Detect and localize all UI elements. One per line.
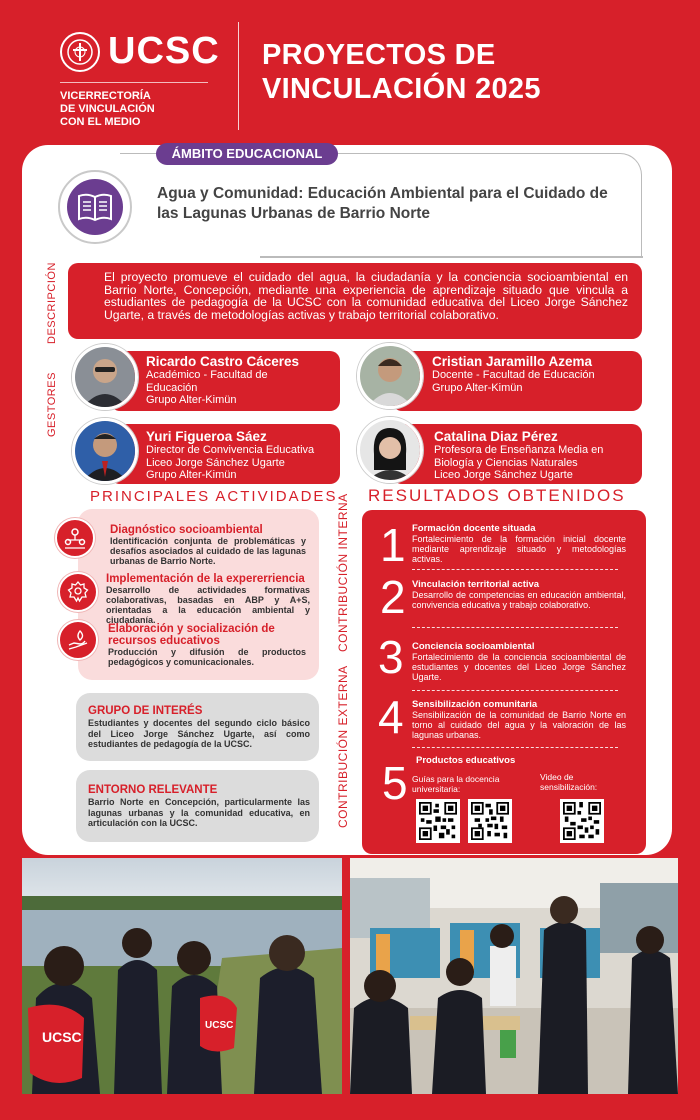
- dashed-divider: [412, 627, 618, 628]
- vicerrectoria-line-2: DE VINCULACIÓN: [60, 103, 155, 115]
- dashed-divider: [412, 569, 618, 570]
- resultado-text-3: Fortalecimiento de la conciencia socioambiental de estudiantes y docentes del Liceo Jorge Sánchez Ugarte.: [412, 652, 626, 682]
- bag-text: UCSC: [42, 1029, 82, 1045]
- resultado-text-4: Sensibilización de la comunidad de Barrio Norte en torno al cuidado del agua y la valoración de las lagunas urbanas.: [412, 710, 626, 740]
- resultado-title-4: Sensibilización comunitaria: [412, 699, 538, 710]
- qr-code-video[interactable]: [560, 799, 604, 843]
- bag-text: UCSC: [205, 1020, 234, 1031]
- resultado-title-1: Formación docente situada: [412, 523, 536, 534]
- project-title: Agua y Comunidad: Educación Ambiental para el Cuidado de las Lagunas Urbanas de Barrio Norte: [157, 185, 608, 222]
- resultado-number-1: 1: [380, 519, 406, 571]
- grupo-interes-text: Estudiantes y docentes del segundo ciclo básico del Liceo Jorge Sánchez Ugarte, así como estudiantes de pedagogía de la UCSC.: [88, 718, 310, 749]
- brand-text: UCSC: [108, 30, 220, 72]
- vicerrectoria-label: [60, 90, 155, 129]
- video-label-line: sensibilización:: [540, 781, 598, 792]
- gestor-name: Catalina Diaz Pérez: [434, 429, 558, 444]
- gestor-role-line: Grupo Alter-Kimün: [146, 394, 237, 406]
- resultado-number-3: 3: [378, 631, 404, 683]
- actividad-title-1: Diagnóstico socioambiental: [110, 524, 263, 536]
- video-label: [540, 773, 597, 792]
- gestor-role-line: Biología y Ciencias Naturales: [434, 456, 578, 469]
- guias-label-line: universitaria:: [412, 783, 461, 794]
- resultados-heading: RESULTADOS OBTENIDOS: [368, 486, 626, 505]
- dashed-divider: [412, 747, 618, 748]
- resources-icon: [58, 620, 98, 660]
- entorno-title: ENTORNO RELEVANTE: [88, 784, 218, 796]
- video-label-line: Video de: [540, 772, 574, 782]
- ambito-badge: ÁMBITO EDUCACIONAL: [156, 143, 338, 165]
- actividad-title-3: Elaboración y socialización de recursos educativos: [108, 623, 275, 647]
- grupo-interes-box: [76, 693, 319, 761]
- descripcion-text: El proyecto promueve el cuidado del agua, la ciudadanía y la conciencia socioambiental en Barrio Norte, Concepción, mediante una experiencia de aprendizaje situado que vincula a estudiantes de pedagogía de la UCSC con la comunidad educativa del Liceo Jorge Sánchez Ugarte, a través de metodologías activas y trabajo territorial colaborativo.: [104, 270, 628, 322]
- vicerrectoria-line-1: VICERRECTORÍA: [60, 90, 151, 102]
- gestor-role-line: Liceo Jorge Sánchez Ugarte: [434, 469, 573, 481]
- gestor-name: Yuri Figueroa Sáez: [146, 429, 267, 444]
- gestor-name: Cristian Jaramillo Azema: [432, 354, 593, 369]
- book-badge: [58, 170, 132, 244]
- gestor-card-3: [110, 424, 340, 484]
- book-icon: [67, 179, 123, 235]
- resultado-title-3: Conciencia socioambiental: [412, 641, 535, 652]
- dashed-divider: [412, 690, 618, 691]
- gestor-role-line: Profesora de Enseñanza Media en: [434, 444, 604, 456]
- resultado-text-2: Desarrollo de competencias en educación ambiental, convivencia educativa y trabajo colaborativo.: [412, 590, 626, 610]
- logo-divider: [60, 82, 208, 83]
- implementation-icon: [58, 572, 98, 612]
- gestor-role-line: Director de Convivencia Educativa: [146, 444, 315, 456]
- photo-laguna: [22, 858, 342, 1094]
- gestor-role-line: Académico - Facultad de: [146, 369, 268, 381]
- qr-code-guia-1[interactable]: [416, 799, 460, 843]
- gestor-role-line: Grupo Alter-Kimün: [146, 469, 237, 481]
- header-divider: [238, 22, 239, 130]
- resultados-panel: [362, 510, 646, 854]
- photo-liceo: [350, 858, 678, 1094]
- descripcion-box: [68, 263, 642, 339]
- guias-label-line: Guías para la docencia: [412, 774, 500, 784]
- ucsc-seal-icon: [60, 32, 100, 72]
- gestor-role-line: Liceo Jorge Sánchez Ugarte: [146, 456, 285, 469]
- entorno-text: Barrio Norte en Concepción, particularmente las lagunas urbanas y la comunidad educativa, en articulación con la UCSC.: [88, 797, 310, 828]
- page-title-line-1: PROYECTOS DE: [262, 39, 496, 71]
- resultado-number-5: 5: [382, 757, 408, 809]
- gestor-name: Ricardo Castro Cáceres: [146, 354, 300, 369]
- gestor-card-2: [392, 351, 642, 411]
- contribucion-externa-label: CONTRIBUCIÓN EXTERNA: [336, 665, 350, 828]
- resultado-title-2: Vinculación territorial activa: [412, 579, 540, 590]
- actividad-text-3: Producción y difusión de productos pedagógicos y comunicacionales.: [108, 647, 306, 667]
- resultado-text-1: Fortalecimiento de la formación inicial docente mediante aprendizaje situado y metodologías activas.: [412, 534, 626, 564]
- gestor-photo-2: [357, 343, 423, 409]
- gestores-label: GESTORES: [46, 372, 58, 437]
- contribucion-interna-label: CONTRIBUCIÓN INTERNA: [336, 493, 350, 652]
- gestor-role-line: Educación: [146, 381, 198, 394]
- entorno-box: [76, 770, 319, 842]
- actividad-text-1: Identificación conjunta de problemáticas y desafíos asociados al cuidado de las lagunas urbanas de Barrio Norte.: [110, 536, 306, 566]
- grupo-interes-title: GRUPO DE INTERÉS: [88, 705, 203, 717]
- page-title: [262, 38, 541, 106]
- title-frame-bottom: [260, 256, 643, 258]
- resultado-number-4: 4: [378, 691, 404, 743]
- ucsc-logo: [60, 30, 220, 73]
- actividad-text-2: Desarrollo de actividades formativas colaborativas, basadas en ABP y A+S, orientadas a la educación ambiental y ciudadanía.: [106, 585, 310, 625]
- gestor-photo-3: [72, 418, 138, 484]
- gestor-card-4: [392, 424, 642, 484]
- productos-title: Productos educativos: [416, 755, 516, 766]
- gestor-role-line: Grupo Alter-Kimün: [432, 381, 523, 394]
- guias-label: [412, 775, 499, 794]
- resultado-number-2: 2: [380, 571, 406, 623]
- page-title-line-2: VINCULACIÓN 2025: [262, 73, 541, 105]
- gestor-photo-1: [72, 344, 138, 410]
- gestor-card-1: [110, 351, 340, 411]
- actividad-title-2: Implementación de la expererriencia: [106, 573, 305, 585]
- gestor-role-line: Docente - Facultad de Educación: [432, 369, 595, 381]
- qr-code-guia-2[interactable]: [468, 799, 512, 843]
- header: [0, 0, 700, 145]
- actividades-heading: PRINCIPALES ACTIVIDADES: [90, 488, 338, 505]
- gestor-photo-4: [357, 417, 423, 483]
- descripcion-label: DESCRIPCIÓN: [46, 262, 58, 344]
- diagnosis-icon: [55, 518, 95, 558]
- vicerrectoria-line-3: CON EL MEDIO: [60, 116, 141, 128]
